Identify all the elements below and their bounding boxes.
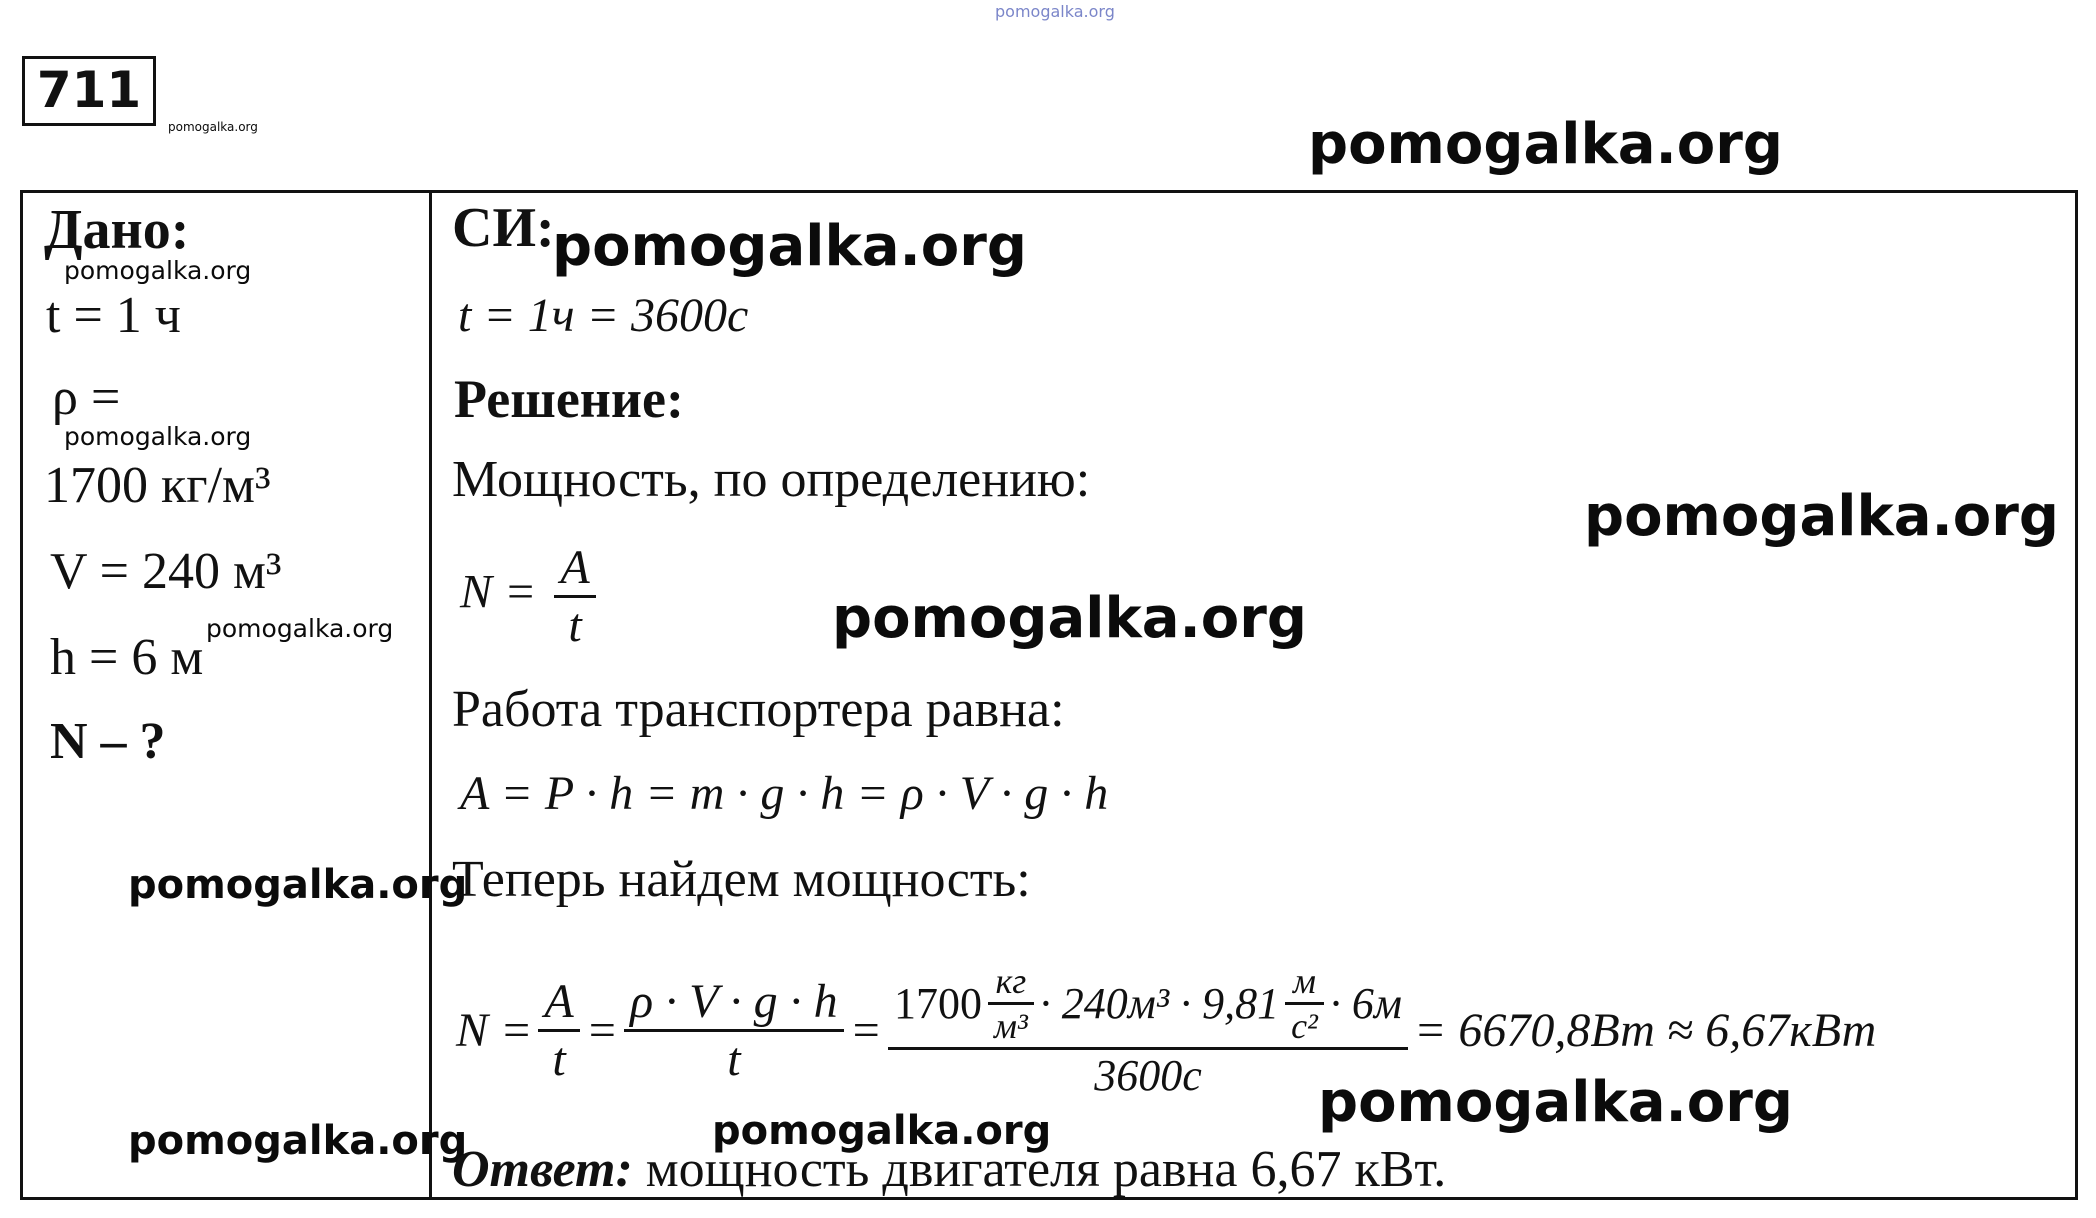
f3-num-6m: · 6м: [1329, 979, 1402, 1028]
watermark-middle: pomogalka.org: [832, 586, 1307, 651]
top-watermark: pomogalka.org: [995, 2, 1115, 21]
f3-eq-1: =: [585, 1004, 619, 1057]
f3-num-1700: 1700: [894, 979, 983, 1028]
watermark-si: pomogalka.org: [552, 214, 1027, 279]
f1-lhs: N =: [460, 565, 537, 619]
f3-kg: кг: [995, 961, 1027, 1001]
solution-header: Решение:: [454, 369, 684, 429]
f3-num2: ρ · V · g · h: [630, 975, 838, 1028]
si-conversion: t = 1ч = 3600с: [458, 289, 749, 342]
given-rho-value: 1700 кг/м³: [44, 457, 271, 514]
f3-result: = 6670,8Вт ≈ 6,67кВт: [1413, 1004, 1877, 1057]
f3-unit-ms2: [1285, 960, 1324, 1047]
f3-big-num: [888, 960, 1408, 1047]
watermark-given-3: pomogalka.org: [206, 614, 394, 643]
given-t: t = 1 ч: [46, 287, 181, 344]
solution-line-3: Теперь найдем мощность:: [452, 851, 1031, 908]
f3-frac-1: [538, 974, 579, 1087]
given-rho-label: ρ =: [52, 369, 121, 426]
f3-big-den: 3600с: [1094, 1051, 1202, 1100]
given-header: Дано:: [44, 199, 190, 261]
problem-number: 711: [22, 56, 156, 126]
solution-line-2: Работа транспортера равна:: [452, 681, 1065, 738]
formula-work: A = P · h = m · g · h = ρ · V · g · h: [460, 767, 1109, 820]
given-h: h = 6 м: [50, 629, 204, 686]
given-V: V = 240 м³: [50, 543, 282, 600]
f3-m3: м³: [994, 1006, 1028, 1046]
watermark-given-4: pomogalka.org: [128, 862, 468, 908]
watermark-given-5: pomogalka.org: [128, 1118, 468, 1164]
si-header: СИ:: [452, 197, 555, 259]
f3-frac-2: [624, 974, 844, 1087]
formula-power-definition: [460, 540, 602, 653]
watermark-right: pomogalka.org: [1584, 484, 2059, 549]
f3-c2: с²: [1291, 1006, 1318, 1046]
f3-lhs: N =: [456, 1004, 533, 1057]
watermark-tiny: pomogalka.org: [168, 120, 258, 134]
f1-den: t: [568, 599, 582, 652]
f3-unit-kgm3: [988, 960, 1034, 1047]
f3-eq-2: =: [849, 1004, 883, 1057]
solution-line-1: Мощность, по определению:: [452, 451, 1091, 508]
answer-text: мощность двигателя равна 6,67 кВт.: [645, 1141, 1447, 1198]
given-N: N – ?: [50, 713, 166, 770]
watermark-given-2: pomogalka.org: [64, 422, 252, 451]
f3-num-240: · 240м³ · 9,81: [1039, 979, 1280, 1028]
f1-fraction: [554, 540, 595, 653]
column-divider: [429, 190, 432, 1200]
f3-a: A: [544, 975, 574, 1028]
watermark-bottom-right: pomogalka.org: [1318, 1070, 1793, 1135]
watermark-bottom-middle: pomogalka.org: [712, 1108, 1052, 1154]
f3-t: t: [552, 1033, 566, 1086]
answer-line: [452, 1140, 1446, 1199]
f1-num: A: [560, 541, 590, 594]
f3-m: м: [1292, 961, 1316, 1001]
f3-den2: t: [727, 1033, 741, 1086]
watermark-given-1: pomogalka.org: [64, 256, 252, 285]
answer-label: Ответ:: [452, 1141, 633, 1198]
watermark-header: pomogalka.org: [1308, 112, 1783, 177]
